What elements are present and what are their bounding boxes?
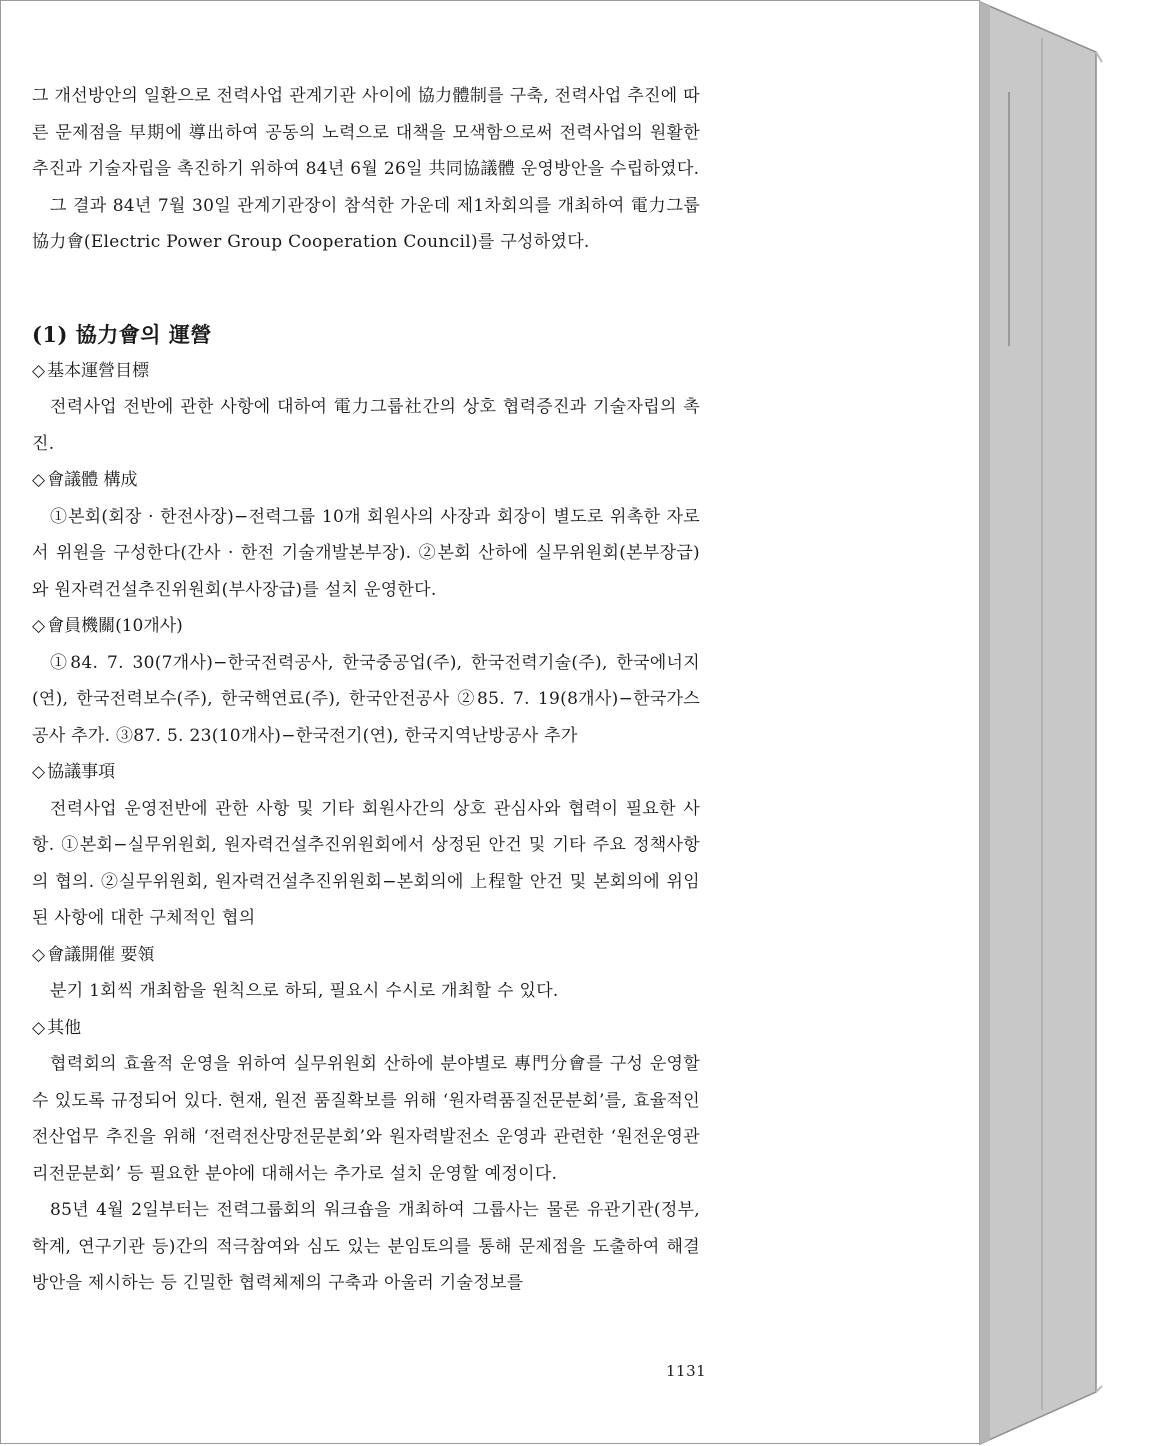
sub-heading: ◇ 會議體 構成: [32, 462, 700, 499]
diamond-bullet-icon: ◇: [32, 360, 46, 381]
intro-paragraph-2: 그 결과 84년 7월 30일 관계기관장이 참석한 가운데 제1차회의를 개최하여 電力그룹協力會(Electric Power Group Cooperation Council)를 구성하였다.: [32, 195, 700, 252]
block-agenda: [32, 754, 700, 937]
sub-heading: ◇ 會議開催 要領: [32, 937, 700, 974]
diamond-bullet-icon: ◇: [32, 616, 46, 636]
document-body: [32, 78, 700, 1302]
block-basic-goal: [32, 353, 700, 463]
book-edge-illustration: [978, 0, 1173, 1446]
section-title: (1) 協力會의 運營: [32, 321, 212, 347]
diamond-bullet-icon: ◇: [32, 1017, 46, 1038]
intro-paragraph-1: 그 개선방안의 일환으로 전력사업 관계기관 사이에 協力體制를 구축, 전력사업 추진에 따른 문제점을 早期에 導出하여 공동의 노력으로 대책을 모색함으로써 전력사업의 원활한 추진과 기술자립을 촉진하기 위하여 84년 6월 26일 共同協議體 운영방안을 수립하였다.: [32, 86, 700, 179]
sub-heading: ◇ 協議事項: [32, 754, 700, 791]
block-other: [32, 1010, 700, 1302]
block-council-structure: [32, 462, 700, 608]
sub-heading: ◇ 其他: [32, 1010, 700, 1047]
diamond-bullet-icon: ◇: [32, 470, 46, 490]
sub-heading: ◇ 會員機關(10개사): [32, 608, 700, 645]
block-meeting-procedure: [32, 937, 700, 1010]
block-paragraph: 분기 1회씩 개최함을 원칙으로 하되, 필요시 수시로 개최할 수 있다.: [50, 981, 559, 1001]
block-paragraph: ①84. 7. 30(7개사)−한국전력공사, 한국중공업(주), 한국전력기술(주), 한국에너지(연), 한국전력보수(주), 한국핵연료(주), 한국안전공사 ②85. 7. 19(8개사)−한국가스공사 추가. ③87. 5. 23(10개사)−한국전기(연), 한국지역난방공사 추가: [32, 652, 700, 746]
diamond-bullet-icon: ◇: [32, 762, 46, 782]
sub-heading: ◇ 基本運營目標: [32, 353, 700, 390]
block-paragraph: 협력회의 효율적 운영을 위하여 실무위원회 산하에 분야별로 專門分會를 구성 운영할 수 있도록 규정되어 있다. 현재, 원전 품질확보를 위해 ‘원자력품질전문분회’를, 효율적인 전산업무 추진을 위해 ‘전력전산망전문분회’와 원자력발전소 운영과 관련한 ‘원전운영관리전문분회’ 등 필요한 분야에 대해서는 추가로 설치 운영할 예정이다.: [32, 1054, 700, 1184]
block-member-institutions: [32, 608, 700, 754]
diamond-bullet-icon: ◇: [32, 944, 46, 965]
block-paragraph: 전력사업 운영전반에 관한 사항 및 기타 회원사간의 상호 관심사와 협력이 필요한 사항. ①본회−실무위원회, 원자력건설추진위원회에서 상정된 안건 및 기타 주요 정책사항의 협의. ②실무위원회, 원자력건설추진위원회−본회의에 上程할 안건 및 본회의에 위임된 사항에 대한 구체적인 협의: [32, 798, 700, 928]
block-paragraph: 전력사업 전반에 관한 사항에 대하여 電力그룹社간의 상호 협력증진과 기술자립의 촉진.: [32, 397, 700, 454]
page-number: 1131: [666, 1362, 707, 1380]
block-paragraph: 85년 4월 2일부터는 전력그룹회의 워크숍을 개최하여 그룹사는 물론 유관기관(정부, 학계, 연구기관 등)간의 적극참여와 심도 있는 분임토의를 통해 문제점을 도출하여 해결방안을 제시하는 등 긴밀한 협력체제의 구축과 아울러 기술정보를: [32, 1200, 700, 1293]
block-paragraph: ①본회(회장 · 한전사장)−전력그룹 10개 회원사의 사장과 회장이 별도로 위촉한 자로서 위원을 구성한다(간사 · 한전 기술개발본부장). ②본회 산하에 실무위원회(본부장급)와 원자력건설추진위원회(부사장급)를 설치 운영한다.: [32, 506, 700, 600]
